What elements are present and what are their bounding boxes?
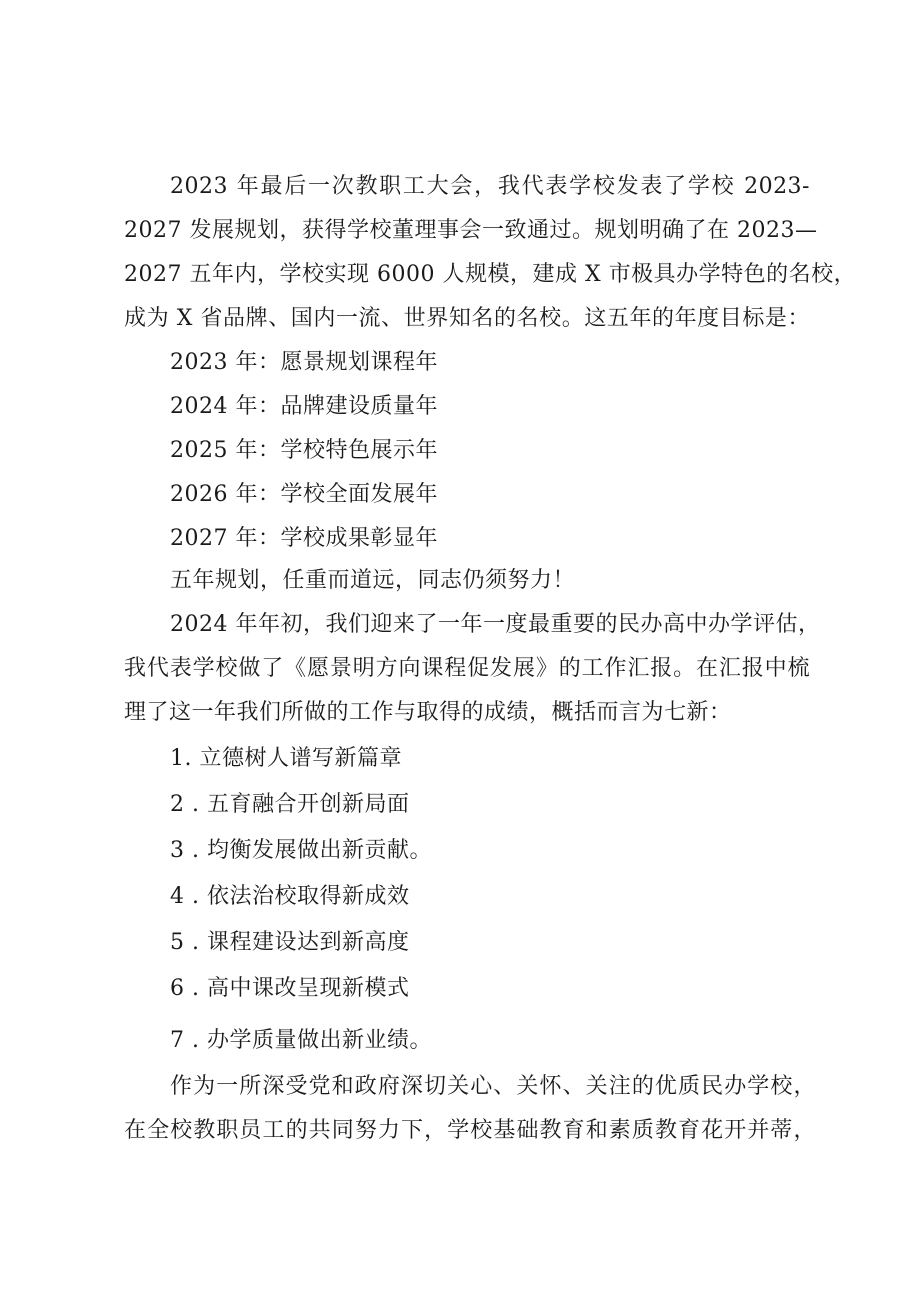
evaluation-line-1: 2024 年年初，我们迎来了一年一度最重要的民办高中办学评估， — [170, 612, 821, 637]
closing-line-1: 作为一所深受党和政府深切关心、关怀、关注的优质民办学校， — [170, 1074, 816, 1099]
yearly-goal-2024: 2024 年：品牌建设质量年 — [170, 394, 438, 419]
seven-new-item-7: 7 . 办学质量做出新业绩。 — [170, 1028, 432, 1053]
yearly-goal-2026: 2026 年：学校全面发展年 — [170, 482, 438, 507]
seven-new-item-3: 3 . 均衡发展做出新贡献。 — [170, 838, 432, 863]
yearly-goal-2025: 2025 年：学校特色展示年 — [170, 438, 438, 463]
seven-new-item-6: 6 . 高中课改呈现新模式 — [170, 976, 410, 1001]
seven-new-item-4: 4 . 依法治校取得新成效 — [170, 884, 410, 909]
seven-new-item-2: 2 . 五育融合开创新局面 — [170, 792, 410, 817]
exhortation-line: 五年规划，任重而道远，同志仍须努力！ — [170, 568, 576, 593]
intro-line-2: 2027 发展规划，获得学校董理事会一致通过。规划明确了在 2023— — [124, 218, 818, 243]
yearly-goal-2027: 2027 年：学校成果彰显年 — [170, 526, 438, 551]
intro-line-4: 成为 X 省品牌、国内一流、世界知名的名校。这五年的年度目标是： — [124, 306, 810, 331]
seven-new-item-5: 5 . 课程建设达到新高度 — [170, 930, 410, 955]
seven-new-item-1: 1. 立德树人谱写新篇章 — [170, 746, 402, 771]
intro-line-1: 2023 年最后一次教职工大会，我代表学校发表了学校 2023- — [170, 174, 810, 199]
yearly-goal-2023: 2023 年：愿景规划课程年 — [170, 350, 438, 375]
evaluation-line-2: 我代表学校做了《愿景明方向课程促发展》的工作汇报。在汇报中梳 — [124, 656, 810, 681]
closing-line-2: 在全校教职员工的共同努力下，学校基础教育和素质教育花开并蒂， — [124, 1118, 816, 1143]
intro-line-3: 2027 五年内，学校实现 6000 人规模，建成 X 市极具办学特色的名校， — [124, 262, 857, 287]
evaluation-line-3: 理了这一年我们所做的工作与取得的成绩，概括而言为七新： — [124, 700, 732, 725]
